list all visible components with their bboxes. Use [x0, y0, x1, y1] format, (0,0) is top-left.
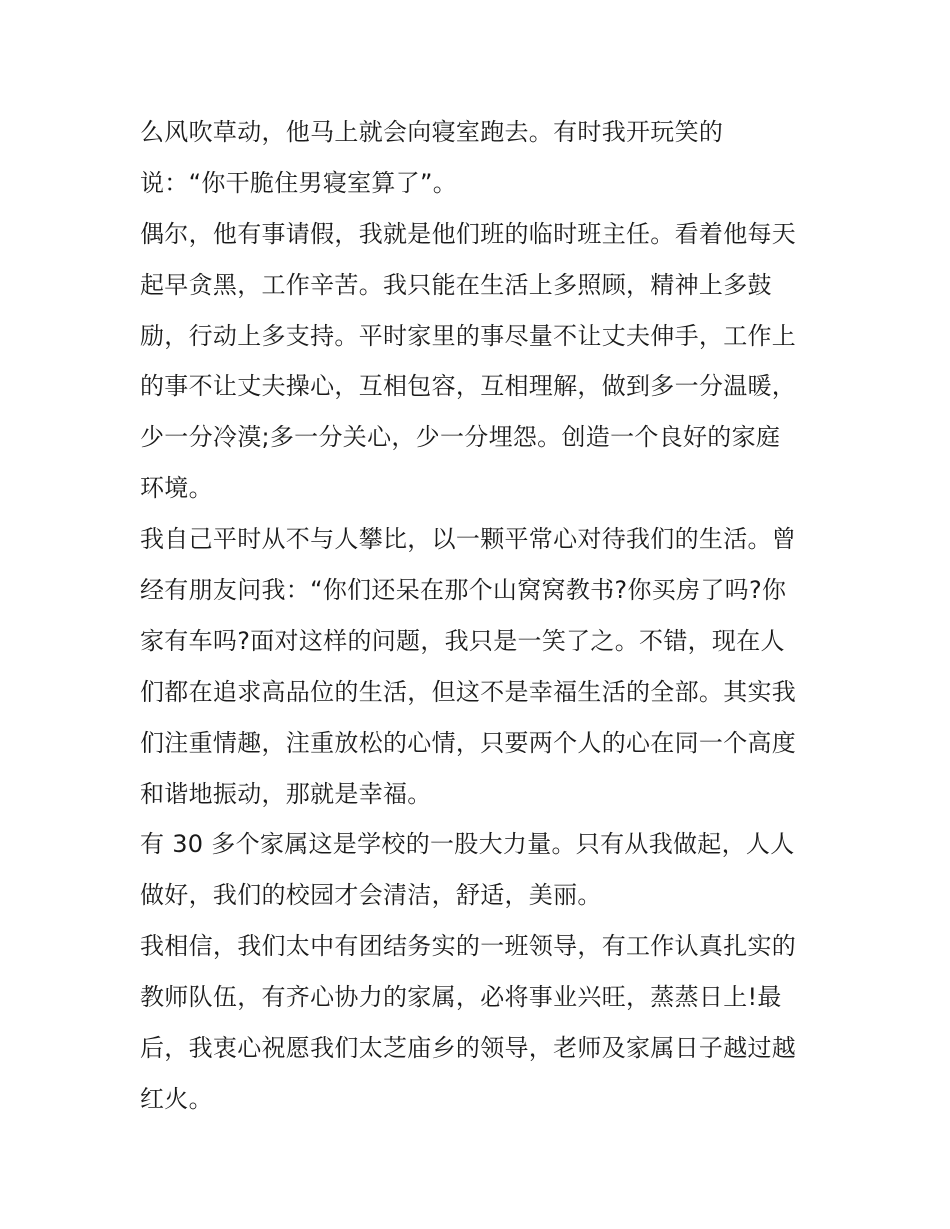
text-line-8: 环境。: [140, 474, 213, 503]
text-line-20: 红火。: [140, 1084, 213, 1113]
text-line-9: 我自己平时从不与人攀比，以一颗平常心对待我们的生活。曾: [140, 525, 797, 554]
text-line-6: 的事不让丈夫操心，互相包容，互相理解，做到多一分温暖，: [140, 372, 797, 401]
text-line-16: 做好，我们的校园才会清洁，舒适，美丽。: [140, 881, 602, 910]
text-line-7: 少一分冷漠;多一分关心，少一分埋怨。创造一个良好的家庭: [140, 423, 781, 452]
text-line-18: 教师队伍，有齐心协力的家属，必将事业兴旺，蒸蒸日上!最: [140, 983, 782, 1012]
text-line-2: 说：“你干脆住男寝室算了”。: [140, 168, 458, 197]
text-line-17: 我相信，我们太中有团结务实的一班领导，有工作认真扎实的: [140, 932, 797, 961]
text-line-12: 们都在追求高品位的生活，但这不是幸福生活的全部。其实我: [140, 677, 797, 706]
document-body: [140, 107, 815, 1125]
text-line-4: 起早贪黑，工作辛苦。我只能在生活上多照顾，精神上多鼓: [140, 270, 772, 299]
text-line-10: 经有朋友问我：“你们还呆在那个山窝窝教书?你买房了吗?你: [140, 576, 787, 605]
text-line-14: 和谐地振动，那就是幸福。: [140, 779, 432, 808]
text-line-19: 后，我衷心祝愿我们太芝庙乡的领导，老师及家属日子越过越: [140, 1034, 797, 1063]
text-line-3: 偶尔，他有事请假，我就是他们班的临时班主任。看着他每天: [140, 219, 797, 248]
text-line-13: 们注重情趣，注重放松的心情，只要两个人的心在同一个高度: [140, 728, 797, 757]
text-line-15: 有 30 多个家属这是学校的一股大力量。只有从我做起，人人: [140, 830, 795, 859]
text-line-11: 家有车吗?面对这样的问题，我只是一笑了之。不错，现在人: [140, 626, 785, 655]
text-line-5: 励，行动上多支持。平时家里的事尽量不让丈夫伸手，工作上: [140, 321, 797, 350]
text-line-1: 么风吹草动，他马上就会向寝室跑去。有时我开玩笑的: [140, 118, 724, 146]
